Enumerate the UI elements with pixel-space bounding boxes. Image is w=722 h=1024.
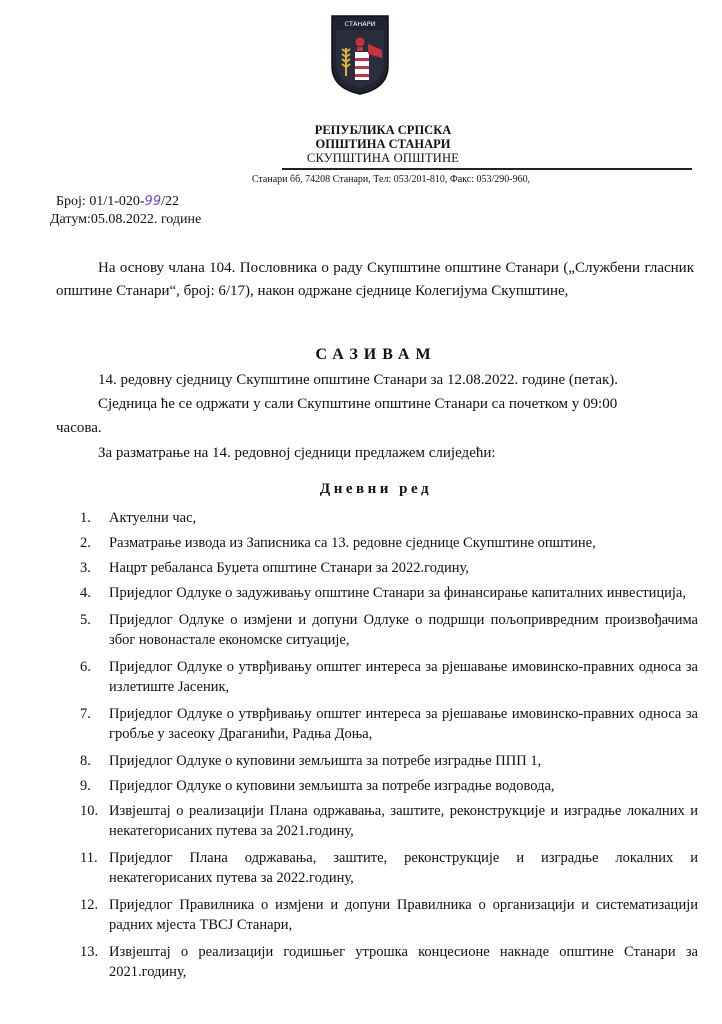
agenda-item [80,558,698,578]
document-number [56,194,179,210]
document-number-suffix: /22 [161,194,179,209]
agenda-item [80,776,698,796]
agenda-item-text: Приједлог Одлуке о куповини земљишта за потребе изградње водовода, [109,778,555,794]
agenda-list [80,508,698,989]
municipality-coat-of-arms-icon [330,14,390,96]
agenda-item [80,508,698,528]
agenda-item [80,533,698,553]
agenda-item-number: 9. [80,778,91,794]
agenda-item [80,610,698,650]
convene-heading: САЗИВАМ [315,346,437,363]
agenda-item-text: Приједлог Одлуке о задуживању општине Станари за финансирање капиталних инвестиција, [109,585,686,601]
agenda-item-number: 8. [80,753,91,769]
agenda-item [80,657,698,697]
agenda-item-number: 11. [80,850,98,866]
agenda-item-number: 12. [80,897,99,913]
document-number-prefix: Број: 01/1-020- [56,194,145,209]
svg-text:СТАНАРИ: СТАНАРИ [344,20,376,28]
agenda-item-number: 5. [80,612,91,628]
header-municipality: ОПШТИНА СТАНАРИ [315,137,451,151]
agenda-item-number: 6. [80,659,91,675]
agenda-item-number: 10. [80,803,99,819]
header-republic: РЕПУБЛИКА СРПСКА [314,123,452,137]
agenda-item [80,801,698,841]
agenda-item-text: Приједлог Одлуке о измјени и допуни Одлуке о подршци пољопривредним произвођачима због новонастале економске ситуације, [109,612,698,648]
agenda-item-text: Приједлог Одлуке о куповини земљишта за потребе изградње ППП 1, [109,753,542,769]
convene-line-venue: Сједница ће се одржати у сали Скупштине општине Станари са почетком у 09:00 [98,396,618,412]
agenda-item-text: Приједлог Одлуке о утврђивању општег интереса за рјешавање имовинско-правних односа за гробље у засеоку Драганићи, Радња Доња, [109,706,698,742]
agenda-item-text: Приједлог Одлуке о утврђивању општег интереса за рјешавање имовинско-правних односа за излетиште Јасеник, [109,659,698,695]
header-divider [282,168,692,170]
agenda-item-text: Приједлог Плана одржавања, заштите, реконструкције и изградње локалних и некатегорисаних путева за 2022.годину, [109,850,698,886]
agenda-item-number: 7. [80,706,91,722]
convene-line-proposal: За разматрање на 14. редовној сједници предлажем слиједећи: [98,445,496,461]
header-address: Станари бб, 74208 Станари, Тел: 053/201-810, Факс: 053/290-960, [251,174,531,185]
agenda-item [80,942,698,982]
agenda-item-text: Извјештај о реализацији Плана одржавања, заштите, реконструкције и изградње локалних и некатегорисаних путева за 2021.годину, [109,803,698,839]
agenda-item-text: Нацрт ребаланса Буџета општине Станари за 2022.годину, [109,560,469,576]
agenda-item [80,583,698,603]
agenda-item-number: 4. [80,585,91,601]
agenda-item-number: 2. [80,535,91,551]
agenda-item-text: Извјештај о реализацији годишњег утрошка концесионе накнаде општине Станари за 2021.годину, [109,944,698,980]
agenda-item [80,895,698,935]
convene-line-hours: часова. [56,420,102,436]
header-assembly: СКУПШТИНА ОПШТИНЕ [306,151,460,165]
agenda-item-number: 3. [80,560,91,576]
agenda-heading: Дневни ред [319,481,433,497]
agenda-item [80,848,698,888]
agenda-item [80,751,698,771]
agenda-item-number: 1. [80,510,91,526]
agenda-item-text: Актуелни час, [109,510,197,526]
document-date: Датум:05.08.2022. године [50,212,202,227]
intro-paragraph: На основу члана 104. Пословника о раду Скупштине општине Станари („Службени гласник општине Станари“, број: 6/17), након одржане сједнице Колегијума Скупштине, [56,260,694,299]
agenda-item [80,704,698,744]
document-number-handwritten: 99 [144,194,162,209]
convene-line-session: 14. редовну сједницу Скупштине општине Станари за 12.08.2022. године (петак). [98,372,619,388]
agenda-item-number: 13. [80,944,99,960]
agenda-item-text: Разматрање извода из Записника са 13. редовне сједнице Скупштине општине, [109,535,596,551]
agenda-item-text: Приједлог Правилника о измјени и допуни Правилника о организацији и систематизацији радних мјеста ТВСЈ Станари, [109,897,698,933]
